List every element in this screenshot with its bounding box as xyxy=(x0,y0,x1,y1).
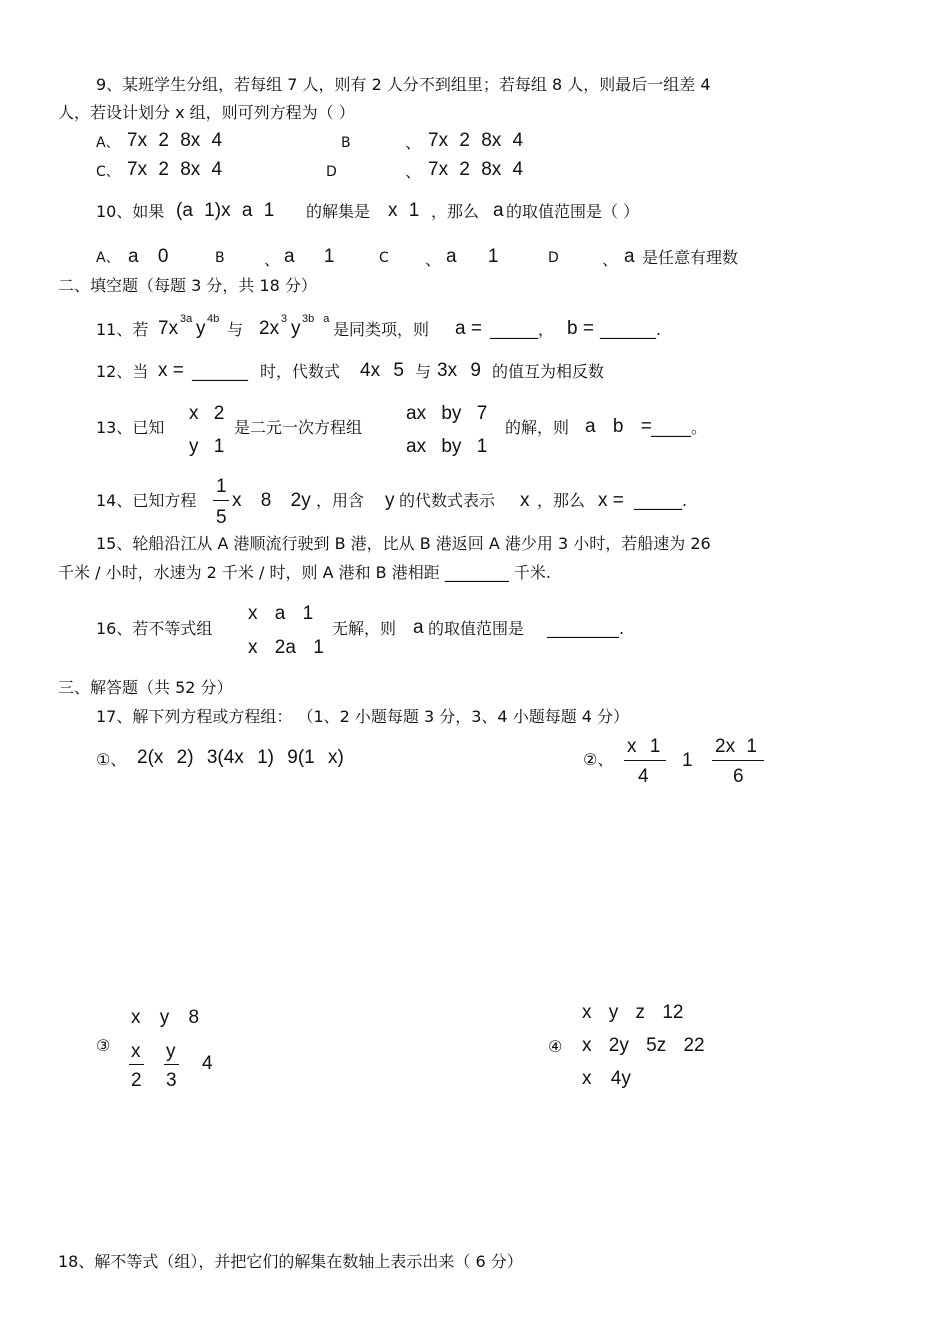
q9-option-a-label: A、 xyxy=(96,135,120,151)
q11-blank-b: _______. xyxy=(600,320,662,339)
q17-part3-fraction-bar2 xyxy=(164,1064,179,1065)
q9-option-d-sep: 、 xyxy=(405,162,422,181)
q10-option-c-expr: a 1 xyxy=(446,246,499,267)
q11-with: 与 xyxy=(227,320,244,339)
q13-prefix: 13、已知 xyxy=(96,418,165,437)
q11-b-eq: b = xyxy=(567,318,594,339)
q17-part2-denominator1: 4 xyxy=(638,766,649,787)
q10-option-b-label: B xyxy=(215,250,225,266)
q11-term1-base: 7x xyxy=(158,318,179,339)
q17-part3-label: ③ xyxy=(96,1036,111,1055)
q9-line2: 人，若设计划分 x 组，则可列方程为（ ） xyxy=(58,103,355,122)
q10-tail: ，那么 xyxy=(431,202,480,221)
q17-part4-label: ④ xyxy=(548,1037,563,1056)
q13-system1-row1: x 2 xyxy=(189,403,225,424)
q16-blank: _________. xyxy=(547,619,625,638)
q10-option-c-label: C xyxy=(379,250,389,266)
q10-prefix: 10、如果 xyxy=(96,202,165,221)
q9-option-b-expr: 7x 2 8x 4 xyxy=(428,130,524,151)
q10-option-b-expr: a 1 xyxy=(284,246,335,267)
q14-mid2: 的代数式表示 xyxy=(399,491,496,510)
q13-blank: _____。 xyxy=(651,418,708,437)
q10-tail2: 的取值范围是（ ） xyxy=(506,202,640,221)
q9-option-c-label: C、 xyxy=(96,164,120,180)
q16-system-row1: x a 1 xyxy=(248,603,314,624)
q10-option-c-sep: 、 xyxy=(425,250,442,269)
q17-part3-y: y xyxy=(166,1041,176,1062)
q14-var-y: y xyxy=(385,490,395,511)
section-3-heading: 三、解答题（共 52 分） xyxy=(58,678,233,697)
q10-mid: 的解集是 xyxy=(306,202,371,221)
q16-tail2: 的取值范围是 xyxy=(428,619,525,638)
q17-part1-label: ①、 xyxy=(96,750,127,769)
q10-option-d-var: a xyxy=(624,246,635,267)
q18-stem: 18、解不等式（组），并把它们的解集在数轴上表示出来（ 6 分） xyxy=(58,1252,523,1271)
q17-part2-label: ②、 xyxy=(583,750,614,769)
q17-part4-row2: x 2y 5z 22 xyxy=(582,1035,705,1056)
q11-term2-exp1: 3 xyxy=(281,313,288,325)
q12-blank: _______ xyxy=(192,362,248,381)
q10-solution: x 1 xyxy=(388,200,420,221)
q12-prefix: 12、当 xyxy=(96,362,149,381)
q13-system1-row2: y 1 xyxy=(189,436,225,457)
q14-tail: ，那么 xyxy=(537,491,586,510)
q16-tail: 无解，则 xyxy=(332,619,397,638)
q10-var: a xyxy=(493,200,504,221)
q14-denominator: 5 xyxy=(216,507,227,528)
q10-option-d-text: 是任意有理数 xyxy=(642,248,739,267)
q11-term1-y: y xyxy=(196,318,206,339)
q17-stem: 17、解下列方程或方程组： （1、2 小题每题 3 分，3、4 小题每题 4 分） xyxy=(96,707,630,726)
q13-system2-row1: ax by 7 xyxy=(406,403,488,424)
q12-with: 与 xyxy=(415,362,432,381)
q17-part3-fraction-bar1 xyxy=(129,1064,144,1065)
q17-part3-x: x xyxy=(131,1041,141,1062)
q17-part2-one: 1 xyxy=(682,750,693,771)
q17-part2-fraction-bar2 xyxy=(712,760,764,761)
q14-expr: x 8 2y xyxy=(232,490,311,511)
q11-term2-exp2: 3b a xyxy=(302,313,330,325)
q14-blank: ______. xyxy=(634,491,688,510)
q17-part3-den1: 2 xyxy=(131,1070,142,1091)
q10-option-b-sep: 、 xyxy=(264,250,281,269)
q17-part1-equation: 2(x 2) 3(4x 1) 9(1 x) xyxy=(137,747,344,768)
q13-mid: 是二元一次方程组 xyxy=(234,418,363,437)
q9-option-c-expr: 7x 2 8x 4 xyxy=(127,159,223,180)
q14-fraction-bar xyxy=(213,500,229,501)
q10-option-a-expr: a 0 xyxy=(128,246,169,267)
q16-system-row2: x 2a 1 xyxy=(248,637,324,658)
q9-option-b-label: B xyxy=(341,135,351,151)
q13-expr: a b = xyxy=(585,416,652,437)
q17-part3-row1: x y 8 xyxy=(131,1007,200,1028)
q17-part2-numerator2: 2x 1 xyxy=(715,736,757,757)
q12-x-eq: x = xyxy=(158,360,184,381)
q17-part3-den2: 3 xyxy=(166,1070,177,1091)
q17-part2-denominator2: 6 xyxy=(733,766,744,787)
q10-option-d-sep: 、 xyxy=(602,250,619,269)
q11-tail: 是同类项，则 xyxy=(333,320,430,339)
q9-option-a-expr: 7x 2 8x 4 xyxy=(127,130,223,151)
q13-system2-row2: ax by 1 xyxy=(406,436,488,457)
q17-part3-rhs: 4 xyxy=(202,1053,213,1074)
q17-part4-row3: x 4y xyxy=(582,1068,631,1089)
q15-line2: 千米 / 小时，水速为 2 千米 / 时，则 A 港和 B 港相距 ________ 千米. xyxy=(58,563,552,582)
q10-option-a-label: A、 xyxy=(96,250,120,266)
q17-part2-numerator1: x 1 xyxy=(627,736,661,757)
q11-term1-exp1: 3a xyxy=(180,313,193,325)
q10-inequality: (a 1)x a 1 xyxy=(176,200,275,221)
q15-line1: 15、轮船沿江从 A 港顺流行驶到 B 港，比从 B 港返回 A 港少用 3 小时，若船速为 26 xyxy=(96,534,711,553)
q14-prefix: 14、已知方程 xyxy=(96,491,197,510)
q12-expr2: 3x 9 xyxy=(437,360,481,381)
q11-blank-a: ______， xyxy=(490,320,555,339)
q9-option-b-sep: 、 xyxy=(405,133,422,152)
q10-option-d-label: D xyxy=(548,250,559,266)
q11-prefix: 11、若 xyxy=(96,320,149,339)
q11-a-eq: a = xyxy=(455,318,482,339)
q12-expr1: 4x 5 xyxy=(360,360,404,381)
q11-term2-y: y xyxy=(291,318,301,339)
q14-var-x: x xyxy=(520,490,530,511)
q9-line1: 9、某班学生分组，若每组 7 人，则有 2 人分不到组里；若每组 8 人，则最后一组差 4 xyxy=(96,75,711,94)
q16-prefix: 16、若不等式组 xyxy=(96,619,213,638)
q17-part2-fraction-bar1 xyxy=(624,760,666,761)
section-2-heading: 二、填空题（每题 3 分，共 18 分） xyxy=(58,276,317,295)
q13-tail: 的解，则 xyxy=(505,418,570,437)
q14-x-eq: x = xyxy=(598,490,624,511)
q11-term2-base: 2x xyxy=(259,318,280,339)
q17-part4-row1: x y z 12 xyxy=(582,1002,684,1023)
q12-mid: 时，代数式 xyxy=(260,362,341,381)
q14-numerator: 1 xyxy=(216,476,227,497)
q11-term1-exp2: 4b xyxy=(207,313,220,325)
q9-option-d-label: D xyxy=(326,164,337,180)
q14-mid: ，用含 xyxy=(316,491,365,510)
q12-tail: 的值互为相反数 xyxy=(492,362,605,381)
q9-option-d-expr: 7x 2 8x 4 xyxy=(428,159,524,180)
q16-var: a xyxy=(413,617,424,638)
